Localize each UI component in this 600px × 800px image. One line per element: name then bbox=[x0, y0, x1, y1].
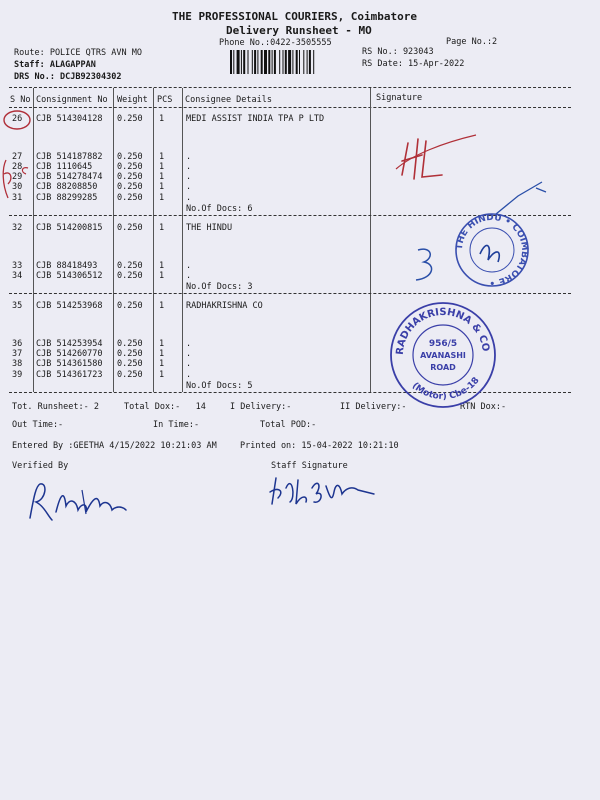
i-delivery: I Delivery:- bbox=[230, 402, 292, 412]
ii-delivery: II Delivery:- bbox=[340, 402, 407, 412]
row-consignment: CJB 88299285 bbox=[36, 193, 98, 203]
row-details: . bbox=[186, 271, 192, 281]
row-consignment: CJB 514253968 bbox=[36, 301, 103, 311]
row-pcs: 1 bbox=[159, 152, 165, 162]
rs-date: RS Date: 15-Apr-2022 bbox=[362, 59, 465, 69]
row-details: . bbox=[186, 162, 192, 172]
row-pcs: 1 bbox=[159, 261, 165, 271]
stamp-center-2: AVANASHI bbox=[420, 351, 466, 360]
row-sno: 35 bbox=[12, 301, 23, 311]
drs-number: DRS No.: DCJB92304302 bbox=[14, 72, 122, 82]
row-details: . bbox=[186, 182, 192, 192]
row-weight: 0.250 bbox=[117, 339, 143, 349]
rtn-dox: RTN Dox:- bbox=[460, 402, 507, 412]
row-details: . bbox=[186, 349, 192, 359]
row-pcs: 1 bbox=[159, 370, 165, 380]
row-details: . bbox=[186, 370, 192, 380]
row-details: . bbox=[186, 152, 192, 162]
col-sno: S No bbox=[10, 95, 31, 105]
stamp-center-3: ROAD bbox=[430, 363, 456, 372]
verified-by: Verified By bbox=[12, 461, 69, 471]
entered-by: Entered By :GEETHA 4/15/2022 10:21:03 AM bbox=[12, 441, 217, 451]
row-details: . bbox=[186, 261, 192, 271]
row-pcs: 1 bbox=[159, 359, 165, 369]
barcode bbox=[230, 50, 350, 74]
staff-signature-label: Staff Signature bbox=[271, 461, 348, 471]
row-pcs: 1 bbox=[159, 182, 165, 192]
row-weight: 0.250 bbox=[117, 370, 143, 380]
tot-runsheet: Tot. Runsheet:- 2 bbox=[12, 402, 99, 412]
blue-mark-3 bbox=[412, 244, 442, 284]
row-weight: 0.250 bbox=[117, 359, 143, 369]
route: Route: POLICE QTRS AVN MO bbox=[14, 48, 142, 58]
row-details: . bbox=[186, 193, 192, 203]
row-consignment: CJB 514253954 bbox=[36, 339, 103, 349]
rs-number: RS No.: 923043 bbox=[362, 47, 434, 57]
col-consignment: Consignment No bbox=[36, 95, 108, 105]
col-consignee: Consignee Details bbox=[185, 95, 272, 105]
red-circle-marks bbox=[0, 104, 40, 214]
red-signature-hl bbox=[392, 125, 482, 195]
row-weight: 0.250 bbox=[117, 223, 143, 233]
row-pcs: 1 bbox=[159, 301, 165, 311]
row-consignment: CJB 514361580 bbox=[36, 359, 103, 369]
row-consignment: CJB 514200815 bbox=[36, 223, 103, 233]
row-consignment: CJB 514306512 bbox=[36, 271, 103, 281]
docs-count: No.Of Docs: 3 bbox=[186, 282, 253, 292]
row-consignment: CJB 514187882 bbox=[36, 152, 103, 162]
row-consignment: CJB 88208850 bbox=[36, 182, 98, 192]
row-details: RADHAKRISHNA CO bbox=[186, 301, 263, 311]
row-weight: 0.250 bbox=[117, 301, 143, 311]
row-weight: 0.250 bbox=[117, 193, 143, 203]
row-sno: 39 bbox=[12, 370, 23, 380]
hindu-stamp-text: THE HINDU • COIMBATORE • bbox=[454, 212, 530, 288]
row-consignment: CJB 514304128 bbox=[36, 114, 103, 124]
row-weight: 0.250 bbox=[117, 182, 143, 192]
row-weight: 0.250 bbox=[117, 172, 143, 182]
col-signature: Signature bbox=[376, 93, 423, 103]
radhakrishna-stamp-line1: RADHAKRISHNA & CO bbox=[394, 306, 491, 356]
row-sno: 31 bbox=[12, 193, 23, 203]
row-pcs: 1 bbox=[159, 339, 165, 349]
row-pcs: 1 bbox=[159, 271, 165, 281]
phone-number: Phone No.:0422-3505555 bbox=[219, 38, 332, 48]
verified-signature bbox=[26, 476, 136, 526]
row-consignment: CJB 514278474 bbox=[36, 172, 103, 182]
row-details: MEDI ASSIST INDIA TPA P LTD bbox=[186, 114, 325, 124]
row-consignment: CJB 514260770 bbox=[36, 349, 103, 359]
row-consignment: CJB 88418493 bbox=[36, 261, 98, 271]
page-number: Page No.:2 bbox=[446, 37, 498, 47]
row-details: . bbox=[186, 359, 192, 369]
row-pcs: 1 bbox=[159, 349, 165, 359]
row-details: . bbox=[186, 172, 192, 182]
total-dox: Total Dox:- 14 bbox=[124, 402, 206, 412]
hindu-stamp bbox=[452, 210, 532, 290]
row-weight: 0.250 bbox=[117, 271, 143, 281]
row-weight: 0.250 bbox=[117, 152, 143, 162]
in-time: In Time:- bbox=[153, 420, 200, 430]
row-weight: 0.250 bbox=[117, 261, 143, 271]
docs-count: No.Of Docs: 6 bbox=[186, 204, 253, 214]
col-weight: Weight bbox=[117, 95, 148, 105]
row-sno: 26 bbox=[12, 114, 23, 124]
docs-count: No.Of Docs: 5 bbox=[186, 381, 253, 391]
row-sno: 34 bbox=[12, 271, 23, 281]
row-details: THE HINDU bbox=[186, 223, 233, 233]
row-consignment: CJB 514361723 bbox=[36, 370, 103, 380]
radhakrishna-stamp-line2: (Motor) Cbe-18 bbox=[409, 375, 482, 403]
row-pcs: 1 bbox=[159, 114, 165, 124]
row-details: . bbox=[186, 339, 192, 349]
staff: Staff: ALAGAPPAN bbox=[14, 60, 96, 70]
row-pcs: 1 bbox=[159, 223, 165, 233]
total-pod: Total POD:- bbox=[260, 420, 317, 430]
row-sno: 33 bbox=[12, 261, 23, 271]
row-weight: 0.250 bbox=[117, 162, 143, 172]
row-sno: 30 bbox=[12, 182, 23, 192]
company-name: THE PROFESSIONAL COURIERS, Coimbatore bbox=[172, 10, 418, 23]
row-sno: 32 bbox=[12, 223, 23, 233]
row-sno: 38 bbox=[12, 359, 23, 369]
divider bbox=[9, 107, 571, 108]
radhakrishna-stamp bbox=[388, 300, 498, 410]
row-sno: 36 bbox=[12, 339, 23, 349]
row-pcs: 1 bbox=[159, 172, 165, 182]
out-time: Out Time:- bbox=[12, 420, 64, 430]
row-sno: 29 bbox=[12, 172, 23, 182]
row-sno: 37 bbox=[12, 349, 23, 359]
stamp-center-1: 956/5 bbox=[428, 339, 458, 349]
runsheet-title: Delivery Runsheet - MO bbox=[226, 24, 372, 37]
staff-signature bbox=[262, 468, 382, 518]
row-consignment: CJB 1110645 bbox=[36, 162, 93, 172]
row-pcs: 1 bbox=[159, 193, 165, 203]
row-weight: 0.250 bbox=[117, 349, 143, 359]
col-pcs: PCS bbox=[157, 95, 173, 105]
printed-on: Printed on: 15-04-2022 10:21:10 bbox=[240, 441, 399, 451]
divider bbox=[9, 87, 571, 88]
row-weight: 0.250 bbox=[117, 114, 143, 124]
group-divider bbox=[9, 293, 571, 294]
row-sno: 27 bbox=[12, 152, 23, 162]
row-sno: 28 bbox=[12, 162, 23, 172]
row-pcs: 1 bbox=[159, 162, 165, 172]
